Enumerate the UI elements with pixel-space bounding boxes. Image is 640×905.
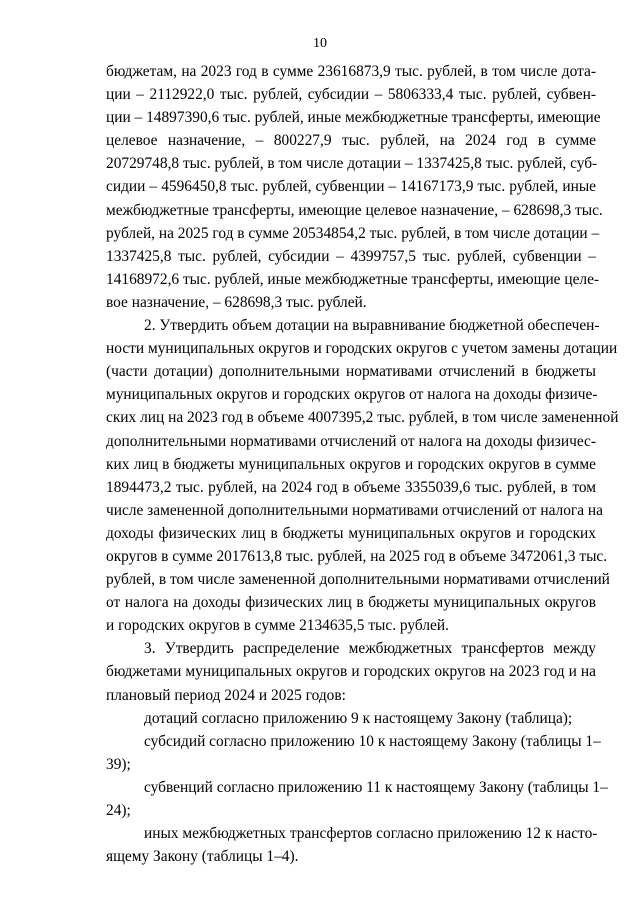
text-line: межбюджетные трансферты, имеющие целевое назначение, – 628698,3 тыс.: [106, 201, 603, 219]
text-line: числе замененной дополнительными нормативами отчислений от налога на: [106, 501, 603, 519]
text-line: 14168972,6 тыс. рублей, иные межбюджетные трансферты, имеющие целе-: [106, 270, 600, 288]
text-line: ности муниципальных округов и городских округов с учетом замены дотации: [106, 340, 618, 358]
text-line: доходы физических лиц в бюджеты муниципальных округов и городских: [106, 524, 596, 542]
text-line: и городских округов в сумме 2134635,5 тыс. рублей.: [106, 617, 449, 635]
text-line: ции – 14897390,6 тыс. рублей, иные межбюджетные трансферты, имеющие: [106, 109, 601, 127]
paragraph: [106, 707, 596, 730]
text-line: субвенций согласно приложению 11 к настоящему Закону (таблицы 1–: [144, 778, 608, 796]
text-line: 39);: [106, 755, 131, 773]
text-line: 1894473,2 тыс. рублей, на 2024 год в объеме 3355039,6 тыс. рублей, в том: [106, 478, 596, 496]
text-line: 1337425,8 тыс. рублей, субсидии – 4399757,5 тыс. рублей, субвенции –: [106, 247, 596, 265]
text-line: 20729748,8 тыс. рублей, в том числе дотации – 1337425,8 тыс. рублей, суб-: [106, 155, 598, 173]
paragraph: [106, 314, 619, 637]
text-line: целевое назначение, – 800227,9 тыс. рублей, на 2024 год в сумме: [106, 132, 596, 150]
text-line: (части дотации) дополнительными нормативами отчислений в бюджеты: [106, 363, 596, 381]
text-line: вое назначение, – 628698,3 тыс. рублей.: [106, 293, 367, 311]
text-line: бюджетам, на 2023 год в сумме 23616873,9 тыс. рублей, в том числе дота-: [106, 63, 596, 80]
text-line: сидии – 4596450,8 тыс. рублей, субвенции – 14167173,9 тыс. рублей, иные: [106, 178, 596, 196]
text-line: муниципальных округов и городских округов от налога на доходы физиче-: [106, 386, 598, 404]
text-line: дотаций согласно приложению 9 к настоящему Закону (таблица);: [144, 709, 573, 727]
text-line: округов в сумме 2017613,8 тыс. рублей, на 2025 год в объеме 3472061,3 тыс.: [106, 547, 608, 565]
text-line: 24);: [106, 802, 131, 819]
text-line: субсидий согласно приложению 10 к настоящему Закону (таблицы 1–: [144, 732, 601, 750]
text-line: дополнительными нормативами отчислений от налога на доходы физичес-: [106, 432, 596, 450]
text-line: ских лиц на 2023 год в объеме 4007395,2 тыс. рублей, в том числе замененной: [106, 409, 619, 427]
text-line: бюджетами муниципальных округов и городских округов на 2023 год и на: [106, 663, 596, 681]
text-line: ких лиц в бюджеты муниципальных округов и городских округов в сумме: [106, 455, 596, 473]
text-line: от налога на доходы физических лиц в бюджеты муниципальных округов: [106, 594, 596, 612]
text-line: плановый период 2024 и 2025 годов:: [106, 686, 346, 704]
page-number: 10: [313, 36, 327, 51]
paragraph: [106, 60, 603, 314]
paragraph: [106, 637, 596, 706]
paragraph: [106, 730, 601, 776]
paragraph: [106, 822, 596, 868]
text-line: ции – 2112922,0 тыс. рублей, субсидии – 5806333,4 тыс. рублей, субвен-: [106, 86, 596, 104]
text-line: 2. Утвердить объем дотации на выравнивание бюджетной обеспечен-: [144, 317, 600, 335]
text-line: ящему Закону (таблицы 1–4).: [106, 848, 299, 866]
text-line: 3. Утвердить распределение межбюджетных трансфертов между: [144, 640, 596, 658]
paragraph: [106, 776, 608, 822]
text-line: рублей, на 2025 год в сумме 20534854,2 тыс. рублей, в том числе дотации –: [106, 224, 600, 242]
text-line: иных межбюджетных трансфертов согласно приложению 12 к насто-: [144, 825, 598, 843]
text-line: рублей, в том числе замененной дополнительными нормативами отчислений: [106, 571, 610, 589]
document-body: [106, 60, 619, 868]
